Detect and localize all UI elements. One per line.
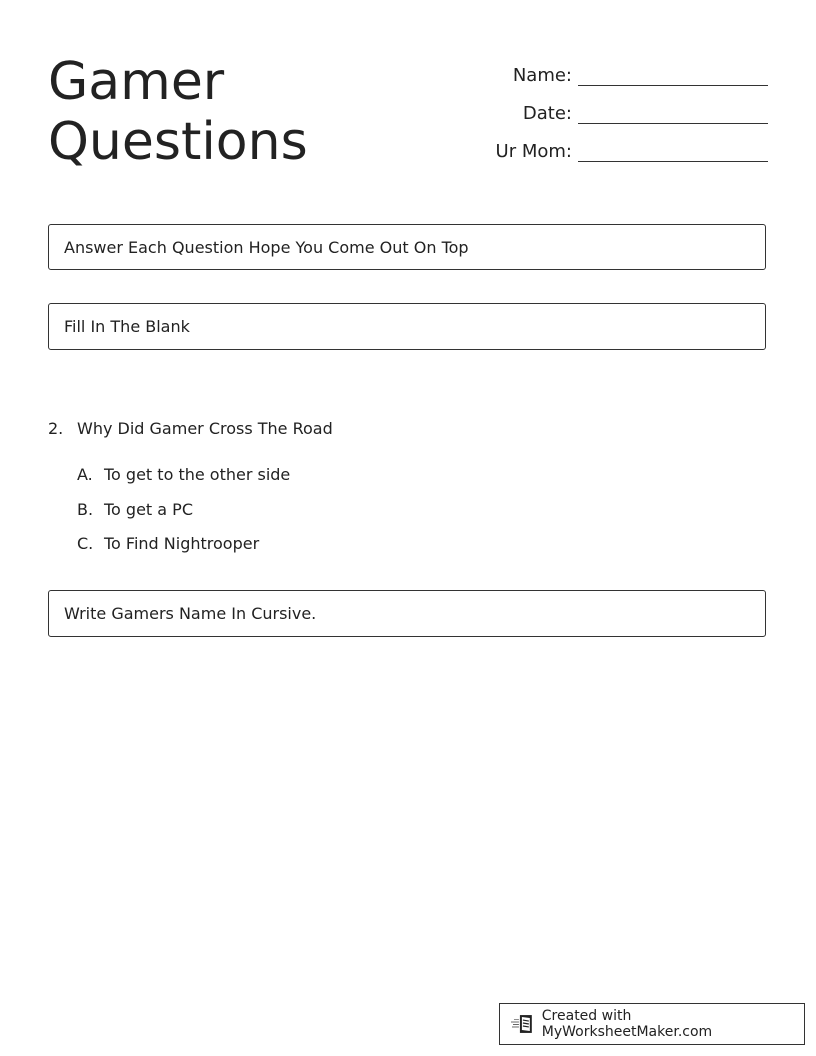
ur-mom-field [468, 126, 768, 164]
option-c[interactable] [77, 533, 290, 568]
option-text: To Find Nightrooper [104, 534, 260, 553]
cursive-box [48, 590, 766, 637]
ur-mom-label: Ur Mom: [495, 141, 572, 162]
option-b[interactable] [77, 499, 290, 534]
option-letter: A. [77, 465, 93, 484]
footer-text: Created with MyWorksheetMaker.com [541, 1008, 713, 1040]
option-a[interactable] [77, 464, 290, 499]
footer-credit[interactable] [499, 1003, 805, 1045]
question-text: Why Did Gamer Cross The Road [77, 419, 333, 438]
cursive-heading: Write Gamers Name In Cursive. [64, 604, 317, 623]
option-letter: B. [77, 499, 94, 519]
date-label: Date: [522, 103, 572, 124]
question-number: 2. [48, 419, 64, 438]
name-label: Name: [512, 65, 572, 86]
page-title [48, 52, 308, 172]
question-2 [48, 418, 333, 440]
instructions-box [48, 224, 766, 270]
instructions-text: Answer Each Question Hope You Come Out On Top [64, 237, 469, 257]
option-text: To get a PC [104, 499, 193, 519]
name-field [468, 50, 768, 88]
ur-mom-blank-line[interactable] [578, 139, 768, 162]
student-info-fields [468, 50, 768, 164]
worksheet-logo-icon [510, 1013, 536, 1035]
option-text: To get to the other side [104, 465, 291, 484]
fill-in-blank-heading: Fill In The Blank [64, 317, 190, 336]
date-blank-line[interactable] [578, 101, 768, 124]
date-field [468, 88, 768, 126]
title-line-2: Questions [48, 112, 308, 172]
answer-options [77, 464, 290, 568]
option-letter: C. [77, 534, 94, 553]
title-line-1: Gamer [48, 52, 225, 112]
fill-in-blank-box [48, 303, 766, 350]
name-blank-line[interactable] [578, 63, 768, 86]
